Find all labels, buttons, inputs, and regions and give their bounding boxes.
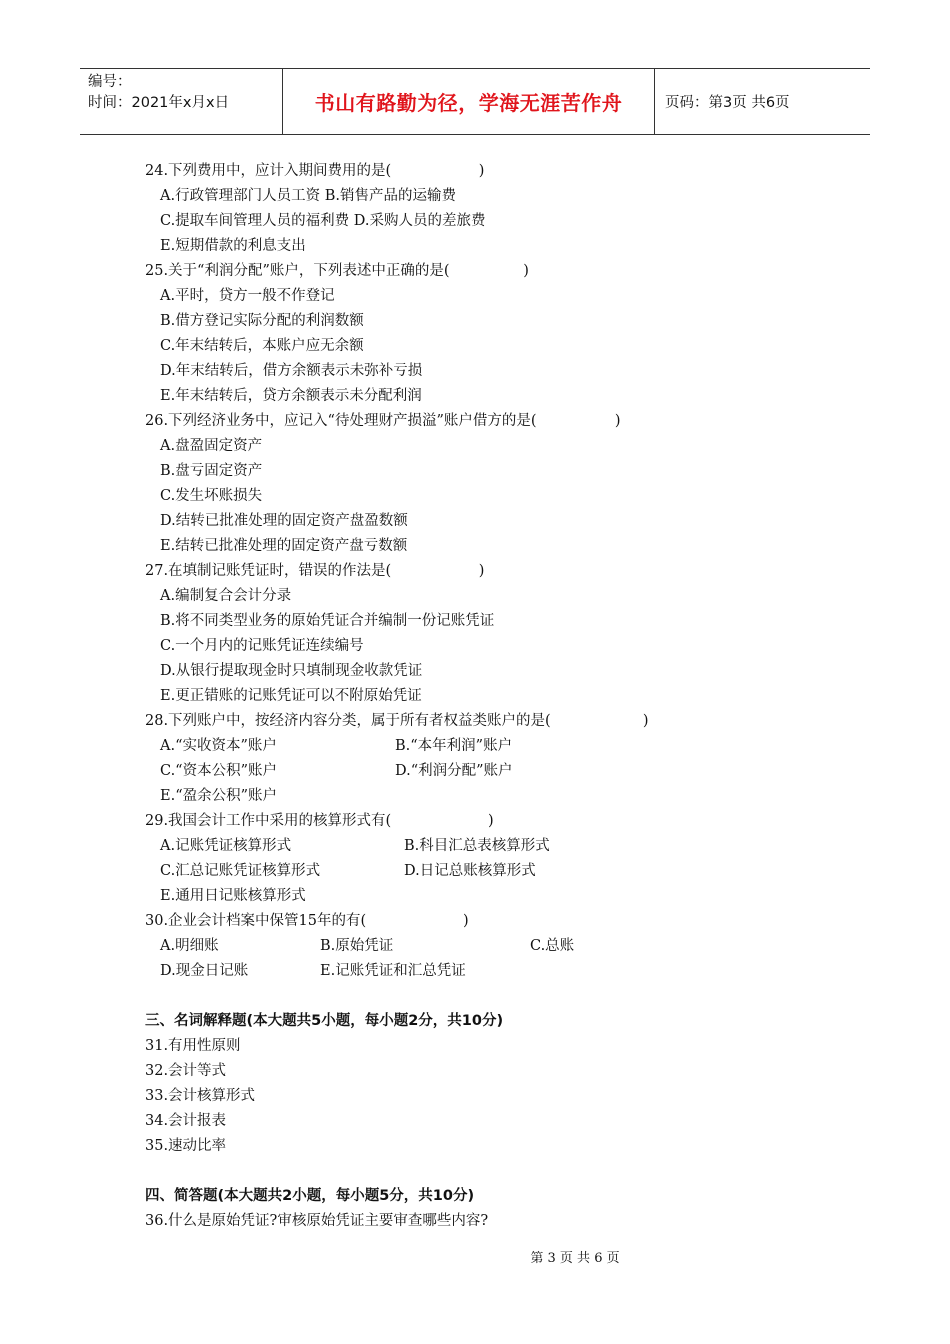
question-line: B.科目汇总表核算形式 xyxy=(404,838,550,854)
question-line: A.编制复合会计分录 xyxy=(160,588,292,604)
question-line: C.“资本公积”账户 xyxy=(160,763,278,779)
question-line: A.记账凭证核算形式 xyxy=(160,838,292,854)
question-line: D.“利润分配”账户 xyxy=(395,763,513,779)
question-line: D.日记总账核算形式 xyxy=(404,863,536,879)
header-meta xyxy=(80,69,283,134)
question-line: A.“实收资本”账户 xyxy=(160,738,277,754)
question-line: 25.关于“利润分配”账户，下列表述中正确的是( ) xyxy=(145,263,529,279)
doc-time-label: 时间：2021年x月x日 xyxy=(88,95,230,111)
question-line: C.总账 xyxy=(530,938,575,954)
question-line: D.从银行提取现金时只填制现金收款凭证 xyxy=(160,663,423,679)
question-line: A.行政管理部门人员工资 B.销售产品的运输费 xyxy=(160,188,456,204)
question-line: B.借方登记实际分配的利润数额 xyxy=(160,313,364,329)
page-header xyxy=(80,68,870,135)
question-line: 27.在填制记账凭证时，错误的作法是( ) xyxy=(145,563,485,579)
question-line: B.原始凭证 xyxy=(320,938,394,954)
question-line: C.年末结转后，本账户应无余额 xyxy=(160,338,364,354)
question-line: 29.我国会计工作中采用的核算形式有( ) xyxy=(145,813,494,829)
question-line: B.将不同类型业务的原始凭证合并编制一份记账凭证 xyxy=(160,613,495,629)
question-line: 33.会计核算形式 xyxy=(145,1088,256,1104)
question-line: 26.下列经济业务中，应记入“待处理财产损溢”账户借方的是( ) xyxy=(145,413,621,429)
question-line: E.短期借款的利息支出 xyxy=(160,238,306,254)
section-heading: 四、简答题(本大题共2小题，每小题5分，共10分) xyxy=(145,1188,475,1204)
question-line: E.更正错账的记账凭证可以不附原始凭证 xyxy=(160,688,422,704)
question-line: E.结转已批准处理的固定资产盘亏数额 xyxy=(160,538,408,554)
question-line: B.盘亏固定资产 xyxy=(160,463,263,479)
header-slogan: 书山有路勤为径，学海无涯苦作舟 xyxy=(314,91,623,115)
question-line: E.“盈余公积”账户 xyxy=(160,788,278,804)
question-line: C.汇总记账凭证核算形式 xyxy=(160,863,321,879)
question-line: 28.下列账户中，按经济内容分类，属于所有者权益类账户的是( ) xyxy=(145,713,649,729)
question-line: E.年末结转后，贷方余额表示未分配利润 xyxy=(160,388,422,404)
question-line: D.结转已批准处理的固定资产盘盈数额 xyxy=(160,513,408,529)
question-line: 30.企业会计档案中保管15年的有( ) xyxy=(145,913,469,929)
header-page-info-cell xyxy=(655,69,870,134)
question-line: D.年末结转后，借方余额表示未弥补亏损 xyxy=(160,363,423,379)
question-line: E.记账凭证和汇总凭证 xyxy=(320,963,466,979)
section-heading: 三、名词解释题(本大题共5小题，每小题2分，共10分) xyxy=(145,1013,504,1029)
question-line: D.现金日记账 xyxy=(160,963,249,979)
question-line: E.通用日记账核算形式 xyxy=(160,888,306,904)
header-page-info: 页码：第3页 共6页 xyxy=(665,95,790,111)
question-line: 36.什么是原始凭证?审核原始凭证主要审查哪些内容? xyxy=(145,1213,489,1229)
question-line: C.提取车间管理人员的福利费 D.采购人员的差旅费 xyxy=(160,213,486,229)
question-line: A.平时，贷方一般不作登记 xyxy=(160,288,335,304)
question-line: 35.速动比率 xyxy=(145,1138,227,1154)
doc-number-label: 编号： xyxy=(88,74,132,90)
page-footer: 第 3 页 共 6 页 xyxy=(530,1251,620,1266)
question-line: A.明细账 xyxy=(160,938,219,954)
question-line: C.发生坏账损失 xyxy=(160,488,263,504)
question-line: 31.有用性原则 xyxy=(145,1038,241,1054)
question-line: 32.会计等式 xyxy=(145,1063,227,1079)
header-slogan-cell xyxy=(283,69,655,134)
question-line: 24.下列费用中，应计入期间费用的是( ) xyxy=(145,163,485,179)
question-line: C.一个月内的记账凭证连续编号 xyxy=(160,638,364,654)
question-line: A.盘盈固定资产 xyxy=(160,438,263,454)
question-line: 34.会计报表 xyxy=(145,1113,227,1129)
question-line: B.“本年利润”账户 xyxy=(395,738,513,754)
